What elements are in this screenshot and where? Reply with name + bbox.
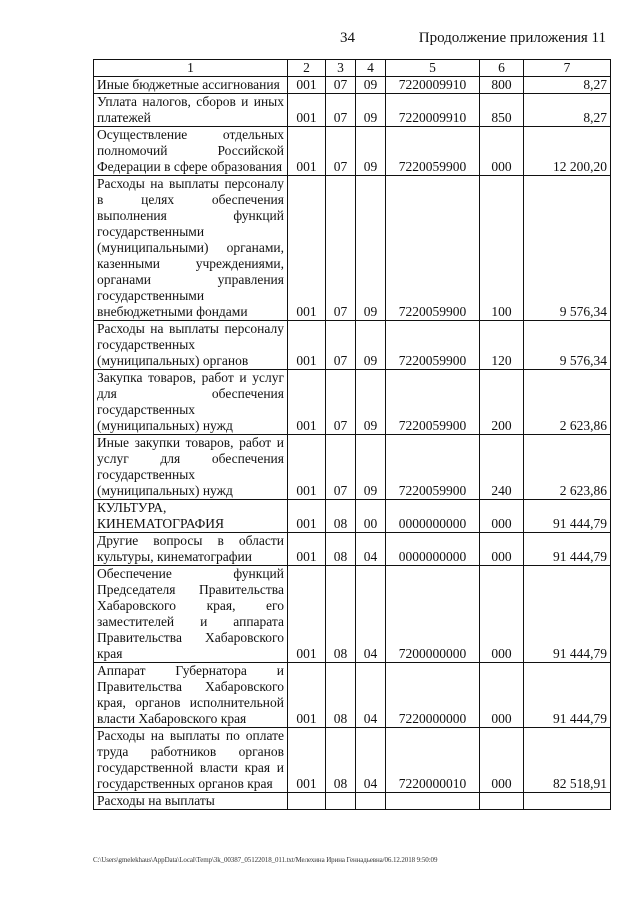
column-header: 1	[94, 60, 288, 77]
document-footer-path: C:\Users\gmelekhaus\AppData\Local\Temp\3k_00387_05122018_011.txt/Мелехина Ирина Геннадьевна/06.12.2018 9:50:09	[93, 856, 438, 864]
table-row	[94, 77, 611, 94]
amount-cell: 91 444,79	[524, 663, 611, 728]
table-cell: 000	[480, 728, 524, 793]
row-name: Уплата налогов, сборов и иных платежей	[94, 94, 288, 127]
table-cell: 07	[326, 370, 356, 435]
table-cell: 001	[288, 533, 326, 566]
table-cell: 0000000000	[386, 500, 480, 533]
table-cell: 04	[356, 566, 386, 663]
table-cell: 08	[326, 500, 356, 533]
table-cell: 100	[480, 176, 524, 321]
table-cell: 120	[480, 321, 524, 370]
row-name: Иные закупки товаров, работ и услуг для обеспечения государственных (муниципальных) нужд	[94, 435, 288, 500]
column-header: 6	[480, 60, 524, 77]
table-cell: 08	[326, 728, 356, 793]
page-number: 34	[340, 30, 355, 46]
table-row	[94, 127, 611, 176]
table-cell	[326, 793, 356, 810]
table-cell: 09	[356, 321, 386, 370]
table-cell: 7220059900	[386, 435, 480, 500]
table-cell: 7220000010	[386, 728, 480, 793]
row-name: Аппарат Губернатора и Правительства Хабаровского края, органов исполнительной власти Хабаровского края	[94, 663, 288, 728]
table-cell: 001	[288, 321, 326, 370]
column-header: 5	[386, 60, 480, 77]
table-cell: 09	[356, 370, 386, 435]
table-header-row	[94, 60, 611, 77]
amount-cell: 2 623,86	[524, 370, 611, 435]
table-cell	[356, 793, 386, 810]
amount-cell: 91 444,79	[524, 566, 611, 663]
table-cell: 7220000000	[386, 663, 480, 728]
table-row	[94, 663, 611, 728]
table-cell: 09	[356, 435, 386, 500]
amount-cell: 82 518,91	[524, 728, 611, 793]
row-name: Закупка товаров, работ и услуг для обеспечения государственных (муниципальных) нужд	[94, 370, 288, 435]
row-name: Осуществление отдельных полномочий Российской Федерации в сфере образования	[94, 127, 288, 176]
table-cell: 000	[480, 127, 524, 176]
table-cell: 07	[326, 127, 356, 176]
table-row	[94, 370, 611, 435]
table-cell: 200	[480, 370, 524, 435]
row-name: Обеспечение функций Председателя Правительства Хабаровского края, его заместителей и аппарата Правительства Хабаровского края	[94, 566, 288, 663]
table-row	[94, 176, 611, 321]
table-cell: 240	[480, 435, 524, 500]
table-cell: 001	[288, 176, 326, 321]
column-header: 3	[326, 60, 356, 77]
appendix-continuation-label: Продолжение приложения 11	[418, 30, 606, 46]
amount-cell: 8,27	[524, 77, 611, 94]
table-cell: 7220009910	[386, 94, 480, 127]
column-header: 2	[288, 60, 326, 77]
table-cell: 07	[326, 176, 356, 321]
table-cell: 7220059900	[386, 176, 480, 321]
table-cell: 07	[326, 77, 356, 94]
table-cell: 08	[326, 566, 356, 663]
table-cell: 7220009910	[386, 77, 480, 94]
table-cell: 08	[326, 663, 356, 728]
column-header: 4	[356, 60, 386, 77]
table-cell: 000	[480, 566, 524, 663]
table-cell	[386, 793, 480, 810]
row-name: Расходы на выплаты персоналу в целях обеспечения выполнения функций государственными (муниципальными) органами, казенными учреждениями, органами управления государственными внебюджетными фондами	[94, 176, 288, 321]
table-cell: 04	[356, 728, 386, 793]
row-name: Расходы на выплаты по оплате труда работников органов государственной власти края и государственных органов края	[94, 728, 288, 793]
table-row	[94, 793, 611, 810]
amount-cell: 2 623,86	[524, 435, 611, 500]
table-row	[94, 500, 611, 533]
amount-cell: 12 200,20	[524, 127, 611, 176]
table-row	[94, 566, 611, 663]
table-cell: 07	[326, 321, 356, 370]
table-cell: 001	[288, 77, 326, 94]
amount-cell: 9 576,34	[524, 321, 611, 370]
table-cell	[480, 793, 524, 810]
column-header: 7	[524, 60, 611, 77]
table-cell: 09	[356, 127, 386, 176]
table-row	[94, 533, 611, 566]
table-cell: 09	[356, 94, 386, 127]
table-cell: 001	[288, 566, 326, 663]
table-cell: 001	[288, 500, 326, 533]
table-cell: 08	[326, 533, 356, 566]
table-cell: 800	[480, 77, 524, 94]
table-cell: 001	[288, 370, 326, 435]
table-cell: 07	[326, 94, 356, 127]
budget-table	[93, 59, 611, 810]
row-name: Расходы на выплаты персоналу государственных (муниципальных) органов	[94, 321, 288, 370]
row-name: Другие вопросы в области культуры, кинематографии	[94, 533, 288, 566]
table-row	[94, 728, 611, 793]
table-cell: 00	[356, 500, 386, 533]
table-cell: 001	[288, 435, 326, 500]
amount-cell: 91 444,79	[524, 500, 611, 533]
row-name: Расходы на выплаты	[94, 793, 288, 810]
table-cell	[288, 793, 326, 810]
table-cell: 850	[480, 94, 524, 127]
table-cell: 7220059900	[386, 321, 480, 370]
table-cell: 000	[480, 663, 524, 728]
amount-cell: 91 444,79	[524, 533, 611, 566]
table-cell: 000	[480, 500, 524, 533]
table-cell: 04	[356, 663, 386, 728]
row-name: КУЛЬТУРА, КИНЕМАТОГРАФИЯ	[94, 500, 288, 533]
table-cell: 07	[326, 435, 356, 500]
table-cell: 0000000000	[386, 533, 480, 566]
table-cell: 7220059900	[386, 370, 480, 435]
table-cell: 09	[356, 176, 386, 321]
table-cell: 000	[480, 533, 524, 566]
table-row	[94, 94, 611, 127]
table-row	[94, 321, 611, 370]
table-cell: 04	[356, 533, 386, 566]
table-cell: 7200000000	[386, 566, 480, 663]
amount-cell: 8,27	[524, 94, 611, 127]
row-name: Иные бюджетные ассигнования	[94, 77, 288, 94]
table-cell: 09	[356, 77, 386, 94]
amount-cell	[524, 793, 611, 810]
table-cell: 7220059900	[386, 127, 480, 176]
table-cell: 001	[288, 728, 326, 793]
table-cell: 001	[288, 94, 326, 127]
amount-cell: 9 576,34	[524, 176, 611, 321]
table-cell: 001	[288, 127, 326, 176]
table-row	[94, 435, 611, 500]
table-cell: 001	[288, 663, 326, 728]
